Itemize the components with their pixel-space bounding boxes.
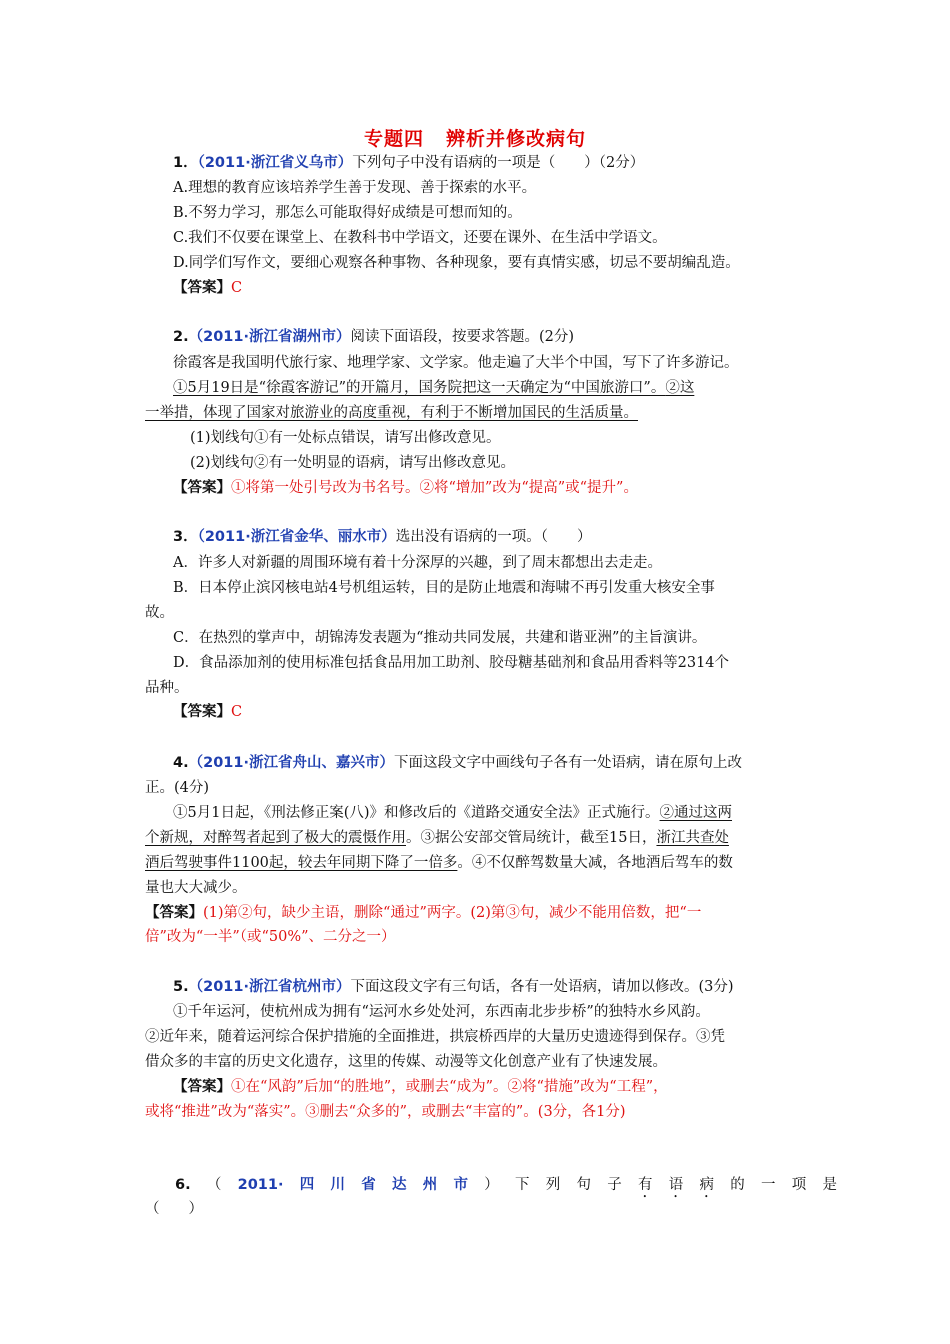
q1-option-c: C.我们不仅要在课堂上、在教科书中学语文，还要在课外、在生活中学语文。 — [173, 230, 667, 246]
q5-passage-line-1: ①千年运河，使杭州成为拥有“运河水乡处处河，东西南北步步桥”的独特水乡风韵。 — [173, 1004, 710, 1020]
q4-passage-line-3: 酒后驾驶事件1100起，较去年同期下降了一倍多。④不仅醉驾数量大减，各地酒后驾车的数 — [145, 855, 733, 871]
q1-option-a: A.理想的教育应该培养学生善于发现、善于探索的水平。 — [173, 180, 537, 196]
q5-answer-line-2: 或将“推进”改为“落实”。③删去“众多的”，或删去“丰富的”。(3分，各1分) — [145, 1104, 626, 1120]
q4-passage-line-4: 量也大大减少。 — [145, 880, 247, 896]
q1-answer: 【答案】C — [173, 280, 243, 296]
q5-stem-line: 5.（2011·浙江省杭州市）下面这段文字有三句话，各有一处语病，请加以修改。(3分) — [173, 979, 734, 995]
q2-answer: 【答案】①将第一处引号改为书名号。②将“增加”改为“提高”或“提升”。 — [173, 480, 638, 496]
q4-passage-line-1: ①5月1日起，《刑法修正案(八)》和修改后的《道路交通安全法》正式施行。②通过这两 — [173, 805, 733, 821]
q5-source: （2011·浙江省杭州市） — [188, 979, 351, 995]
q3-source: （2011·浙江省金华、丽水市） — [197, 529, 396, 545]
q6-emphasis-char: 病 — [699, 1177, 714, 1193]
q6-emphasis-char: 有 — [637, 1177, 653, 1193]
q4-answer-line-2: 倍”改为“一半”（或“50%”、二分之一） — [145, 929, 396, 945]
q6-stem-justified: 6. （ 2011· 四 川 省 达 州 市 ） 下 列 句 子 有 语 病 的 一 项 是 — [175, 1175, 837, 1201]
q4-stem-line: 4.（2011·浙江省舟山、嘉兴市）下面这段文字中画线句子各有一处语病，请在原句上改 — [173, 755, 742, 771]
q2-subquestion-2: (2)划线句②有一处明显的语病，请写出修改意见。 — [190, 455, 516, 471]
q5-passage-line-2: ②近年来，随着运河综合保护措施的全面推进，拱宸桥西岸的大量历史遗迹得到保存。③凭 — [145, 1029, 725, 1045]
q4-stem-line-2: 正。(4分) — [145, 780, 210, 796]
page-title — [0, 124, 950, 151]
q6-stem-line-2: （ ） — [145, 1201, 203, 1217]
title-part-right: 辨析并修改病句 — [446, 128, 587, 150]
q2-stem-line: 2.（2011·浙江省湖州市）阅读下面语段，按要求答题。(2分) — [173, 329, 575, 345]
q6-source-year: 2011· — [237, 1177, 284, 1193]
q3-option-c: C．在热烈的掌声中，胡锦涛发表题为“推动共同发展，共建和谐亚洲”的主旨演讲。 — [173, 630, 707, 646]
q3-option-d-line-1: D．食品添加剂的使用标准包括食品用加工助剂、胶母糖基础剂和食品用香料等2314个 — [173, 655, 730, 671]
q3-option-b-line-1: B．日本停止滨冈核电站4号机组运转，目的是防止地震和海啸不再引发重大核安全事 — [173, 580, 715, 596]
q4-source: （2011·浙江省舟山、嘉兴市） — [188, 755, 394, 771]
q2-passage-line-3: 一举措，体现了国家对旅游业的高度重视，有利于不断增加国民的生活质量。 — [145, 405, 638, 421]
q3-option-d-line-2: 品种。 — [145, 680, 189, 696]
q2-passage-line-2: ①5月19日是“徐霞客游记”的开篇月，国务院把这一天确定为“中国旅游口”。②这 — [173, 380, 695, 396]
q4-answer-line-1: 【答案】(1)第②句，缺少主语，删除“通过”两字。(2)第③句，减少不能用倍数，把“一 — [145, 905, 702, 921]
q3-stem-line: 3．（2011·浙江省金华、丽水市）选出没有语病的一项。（ ） — [173, 529, 592, 545]
q1-option-b: B.不努力学习，那怎么可能取得好成绩是可想而知的。 — [173, 205, 522, 221]
q2-source: （2011·浙江省湖州市） — [188, 329, 351, 345]
q3-option-a: A．许多人对新疆的周围环境有着十分深厚的兴趣，到了周末都想出去走走。 — [173, 555, 662, 571]
q2-passage-line-1: 徐霞客是我国明代旅行家、地理学家、文学家。他走遍了大半个中国，写下了许多游记。 — [173, 355, 739, 371]
q1-stem-line: 1．（2011·浙江省义乌市）下列句子中没有语病的一项是（ ）（2分） — [173, 155, 645, 171]
q1-option-d: D.同学们写作文，要细心观察各种事物、各种现象，要有真情实感，切忌不要胡编乱造。 — [173, 255, 740, 271]
title-part-left: 专题四 — [363, 128, 424, 150]
q1-source: （2011·浙江省义乌市） — [197, 155, 353, 171]
q3-answer: 【答案】C — [173, 704, 243, 720]
q6-stem-line — [175, 1175, 837, 1201]
q4-passage-line-2: 个新规，对醉驾者起到了极大的震慑作用。③据公安部交管局统计，截至15日，浙江共查处 — [145, 830, 729, 846]
q6-emphasis-char: 语 — [668, 1177, 684, 1193]
q5-passage-line-3: 借众多的丰富的历史文化遗存，这里的传媒、动漫等文化创意产业有了快速发展。 — [145, 1054, 667, 1070]
q5-answer-line-1: 【答案】①在“风韵”后加“的胜地”，或删去“成为”。②将“措施”改为“工程”， — [173, 1079, 668, 1095]
q2-subquestion-1: (1)划线句①有一处标点错误，请写出修改意见。 — [190, 430, 501, 446]
q3-option-b-line-2: 故。 — [145, 605, 174, 621]
